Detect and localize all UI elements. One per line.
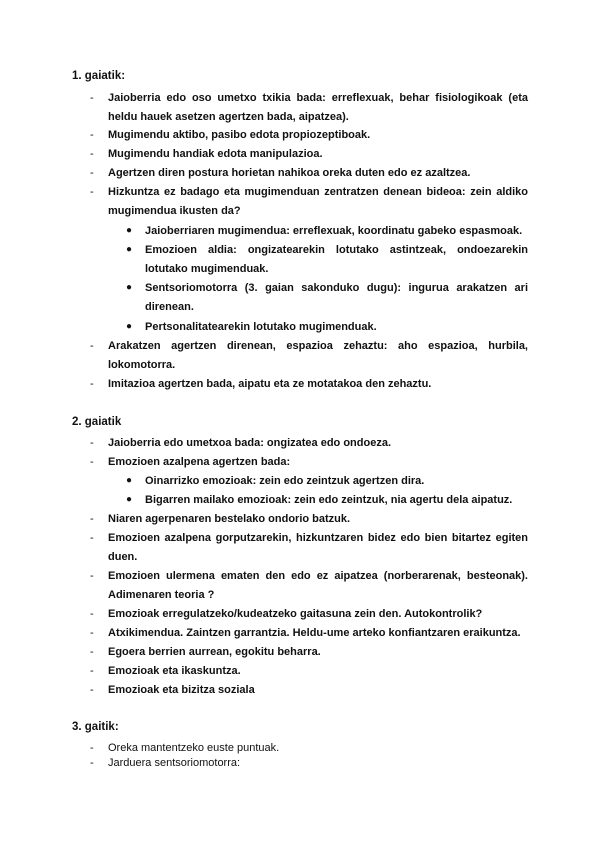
bullet-marker: ●: [126, 475, 133, 486]
sub-list-item: [126, 279, 528, 316]
list-item-text: Niaren agerpenaren bestelako ondorio batzuk.: [108, 513, 351, 525]
list-item-text: Emozioak erregulatzeko/kudeatzeko gaitasuna zein den. Autokontrolik?: [108, 608, 483, 620]
list-item: [90, 754, 528, 773]
list-item-text: Jaioberria edo umetxoa bada: ongizatea edo ondoeza.: [108, 437, 392, 449]
dash-marker: -: [90, 186, 94, 198]
dash-marker: -: [90, 148, 94, 160]
list-item-text: Arakatzen agertzen direnean, espazioa zehaztu: aho espazioa, hurbila, lokomotorra.: [108, 340, 528, 371]
sub-list-item-text: Pertsonalitatearekin lotutako mugimenduak.: [145, 321, 377, 333]
list-item-text: Emozioak eta bizitza soziala: [108, 684, 255, 696]
list-item: [90, 510, 528, 529]
sub-list-item: [126, 222, 528, 241]
dash-marker: -: [90, 437, 94, 449]
dash-marker: -: [90, 570, 94, 582]
sub-list-item: [126, 318, 528, 337]
bullet-marker: ●: [126, 321, 133, 332]
sub-list-item-text: Oinarrizko emozioak: zein edo zeintzuk agertzen dira.: [145, 475, 425, 487]
list-item-text: Atxikimendua. Zaintzen garrantzia. Heldu-ume arteko konfiantzaren eraikuntza.: [108, 627, 521, 639]
bullet-marker: ●: [126, 244, 133, 255]
bullet-marker: ●: [126, 282, 133, 293]
list-item: [90, 605, 528, 624]
list-item-text: Agertzen diren postura horietan nahikoa oreka duten edo ez azaltzea.: [108, 167, 471, 179]
dash-marker: -: [90, 456, 94, 468]
list-item-text: Oreka mantentzeko euste puntuak.: [108, 742, 280, 754]
list-item: [90, 126, 528, 145]
dash-marker: -: [90, 378, 94, 390]
sub-list-item-text: Emozioen aldia: ongizatearekin lotutako astintzeak, ondoezarekin lotutako mugimenduak.: [145, 244, 528, 275]
dash-marker: -: [90, 129, 94, 141]
list-item: [90, 164, 528, 183]
list-item-text: Emozioen ulermena ematen den edo ez aipatzea (norberarenak, besteonak). Adimenaren teoria ?: [108, 570, 528, 601]
list-item: [90, 681, 528, 700]
dash-marker: -: [90, 742, 94, 754]
list-item-text: Emozioen azalpena gorputzarekin, hizkuntzaren bidez edo bien bitartez egiten duen.: [108, 532, 528, 563]
list-item-text: Egoera berrien aurrean, egokitu beharra.: [108, 646, 321, 658]
section-2-heading: 2. gaiatik: [72, 416, 122, 428]
sub-list-item-text: Bigarren mailako emozioak: zein edo zeintzuk, nia agertu dela aipatuz.: [145, 494, 513, 506]
sub-list-item: [126, 472, 528, 491]
dash-marker: -: [90, 627, 94, 639]
list-item: [90, 145, 528, 164]
list-item: [90, 662, 528, 681]
dash-marker: -: [90, 757, 94, 769]
list-item: [90, 643, 528, 662]
list-item: [90, 529, 528, 566]
list-item-text: Jarduera sentsoriomotorra:: [108, 757, 241, 769]
dash-marker: -: [90, 608, 94, 620]
sub-list-item-text: Sentsoriomotorra (3. gaian sakonduko dugu): ingurua arakatzen ari direnean.: [145, 282, 528, 313]
dash-marker: -: [90, 665, 94, 677]
list-item: [90, 375, 528, 394]
dash-marker: -: [90, 684, 94, 696]
sub-list-item: [126, 491, 528, 510]
dash-marker: -: [90, 92, 94, 104]
list-item: [90, 183, 528, 220]
list-item-text: Jaioberria edo oso umetxo txikia bada: erreflexuak, behar fisiologikoak (eta heldu hauek asetzen agertzen bada, aipatzea).: [108, 92, 528, 123]
list-item-text: Hizkuntza ez badago eta mugimenduan zentratzen denean bideoa: zein aldiko mugimendua ikusten da?: [108, 186, 528, 217]
section-1-heading: 1. gaiatik:: [72, 70, 126, 82]
list-item: [90, 434, 528, 453]
bullet-marker: ●: [126, 225, 133, 236]
dash-marker: -: [90, 513, 94, 525]
list-item: [90, 89, 528, 126]
list-item-text: Imitazioa agertzen bada, aipatu eta ze motatakoa den zehaztu.: [108, 378, 432, 390]
list-item: [90, 624, 528, 643]
list-item-text: Emozioen azalpena agertzen bada:: [108, 456, 291, 468]
sub-list-item-text: Jaioberriaren mugimendua: erreflexuak, koordinatu gabeko espasmoak.: [145, 225, 523, 237]
dash-marker: -: [90, 646, 94, 658]
dash-marker: -: [90, 340, 94, 352]
sub-list-item: [126, 241, 528, 278]
list-item-text: Emozioak eta ikaskuntza.: [108, 665, 241, 677]
list-item: [90, 453, 528, 472]
bullet-marker: ●: [126, 494, 133, 505]
list-item: [90, 337, 528, 374]
list-item-text: Mugimendu aktibo, pasibo edota propiozeptiboak.: [108, 129, 371, 141]
dash-marker: -: [90, 167, 94, 179]
list-item-text: Mugimendu handiak edota manipulazioa.: [108, 148, 323, 160]
section-3-heading: 3. gaitik:: [72, 721, 119, 733]
dash-marker: -: [90, 532, 94, 544]
list-item: [90, 567, 528, 604]
